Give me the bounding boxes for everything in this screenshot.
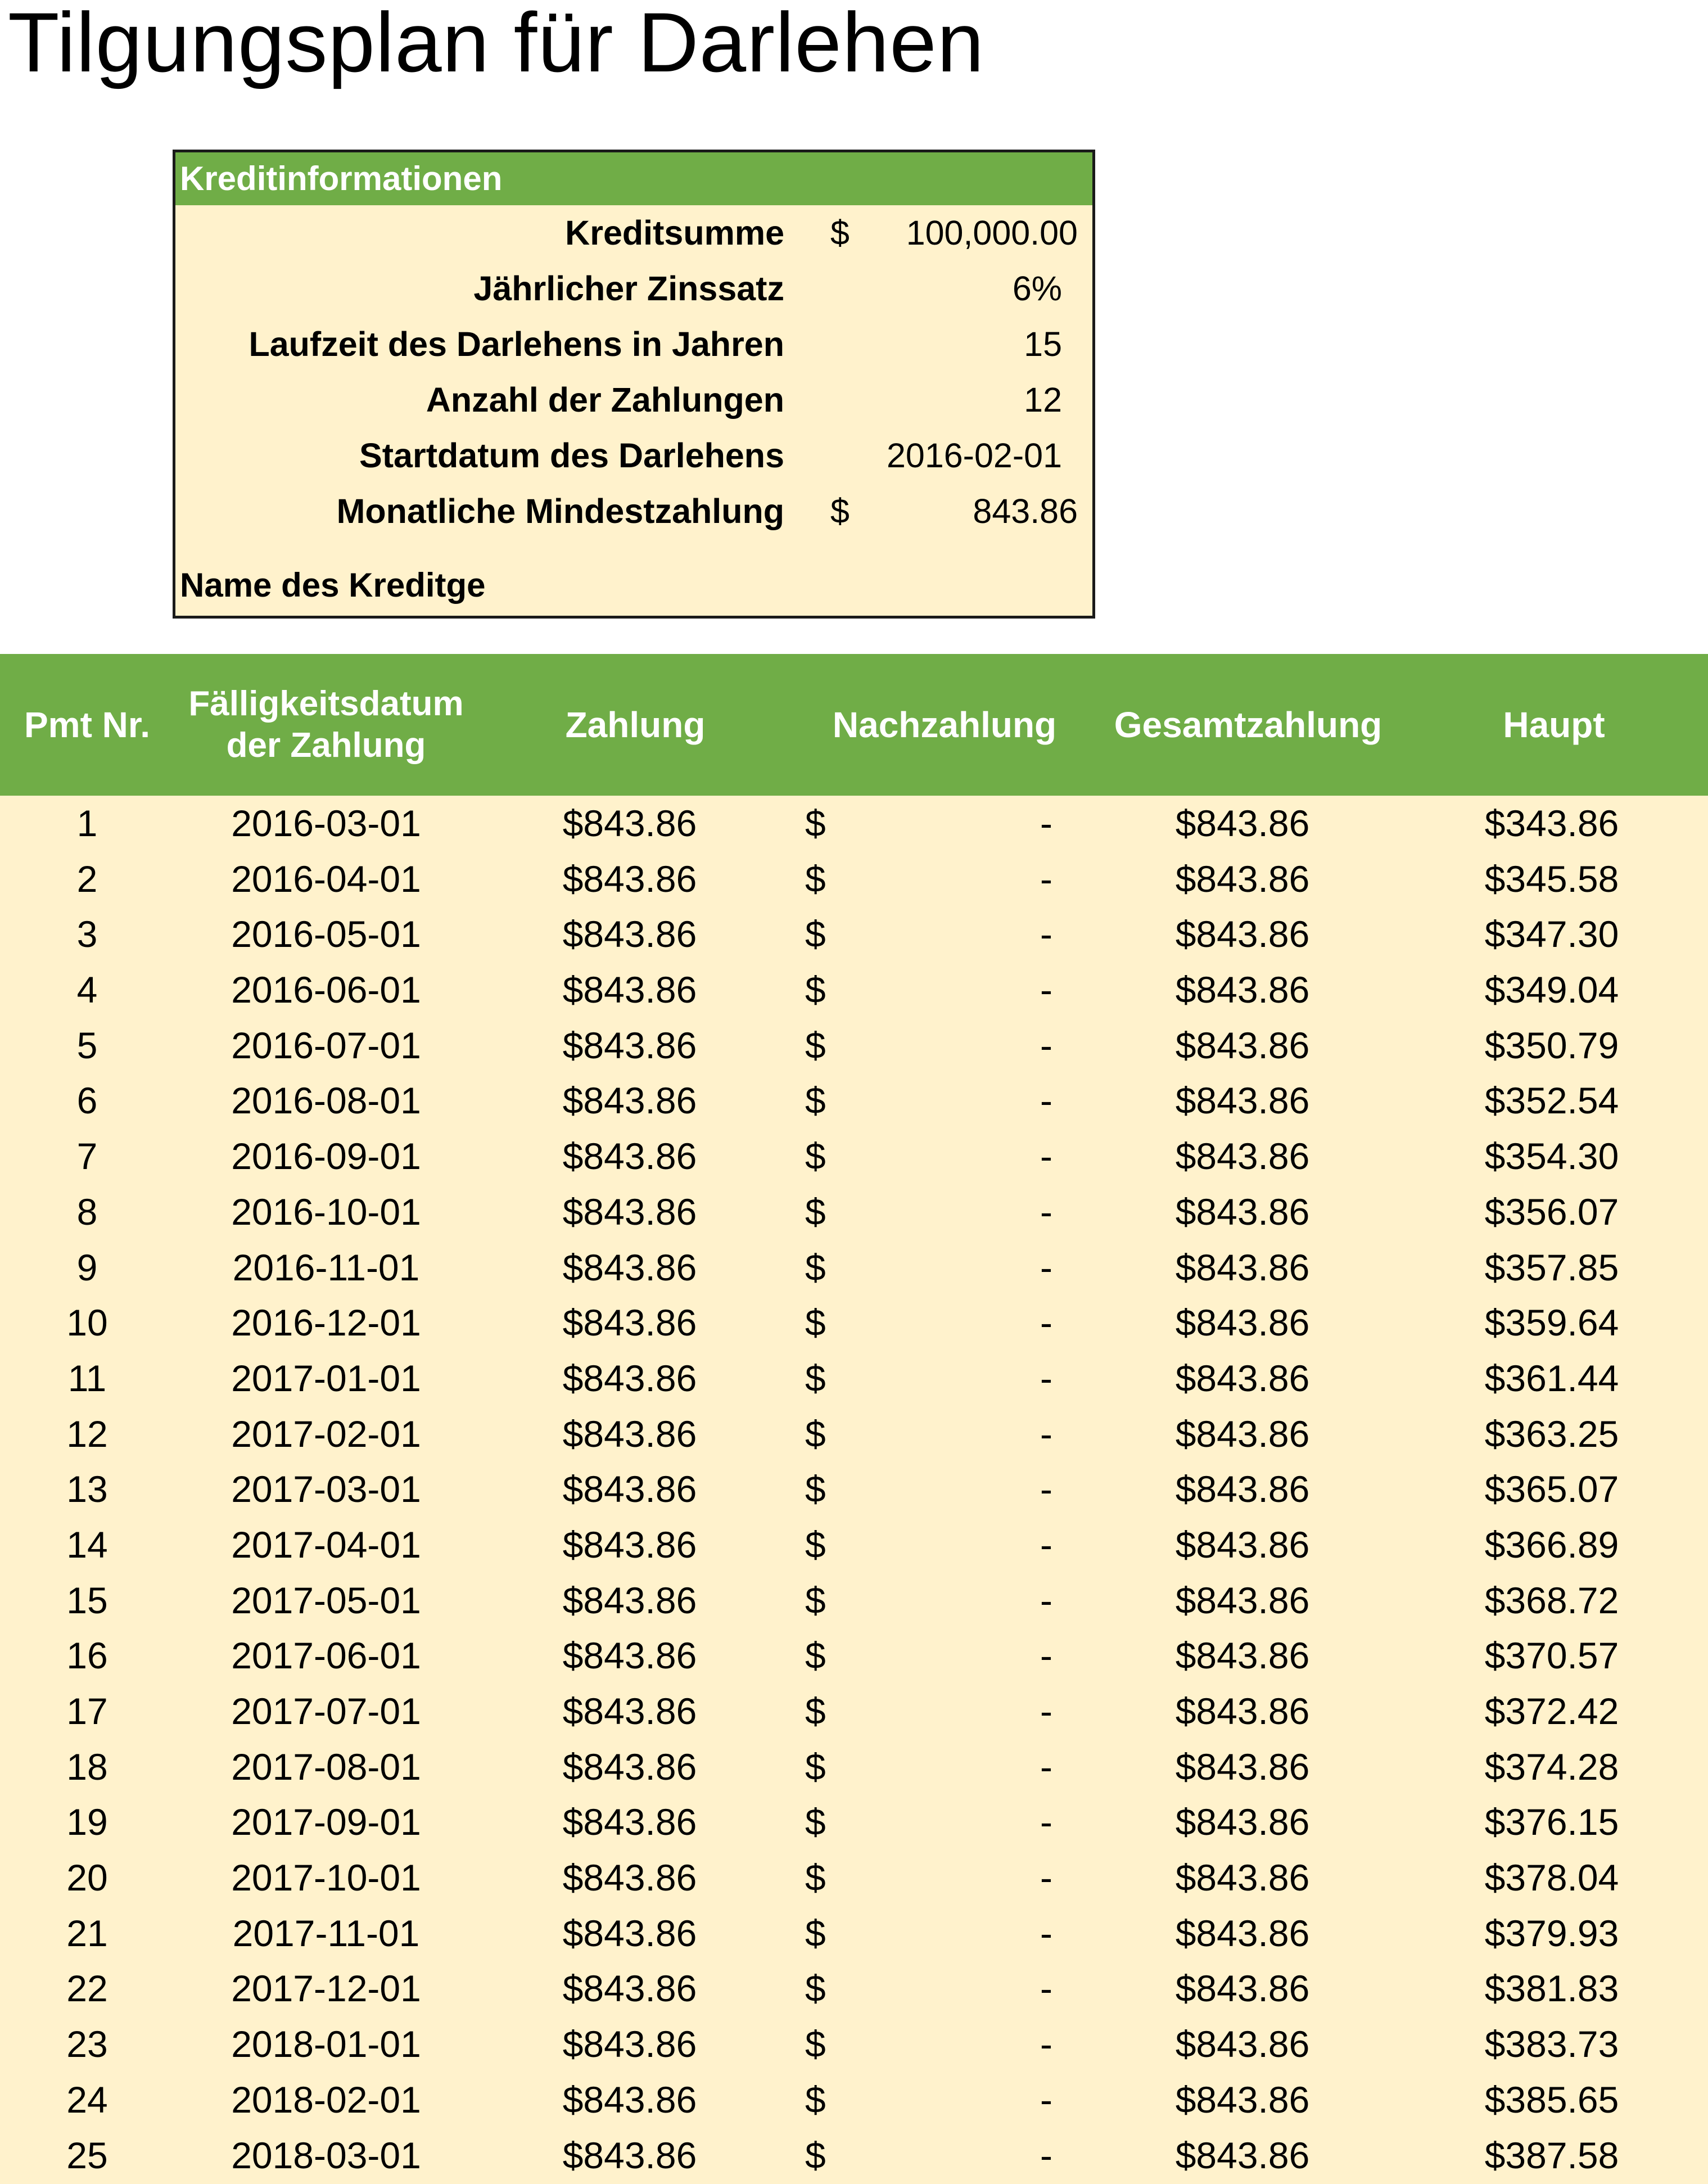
due-date-cell: 2016-08-01 [231, 1080, 421, 1122]
pmt-nr-cell: 13 [66, 1468, 108, 1510]
table-row [0, 1850, 1708, 1906]
principal-cell: $378.04 [1484, 1857, 1619, 1899]
principal-cell: $347.30 [1484, 913, 1619, 955]
extra-payment-cell[interactable]: - [1040, 1357, 1052, 1399]
total-payment-cell: $843.86 [1175, 1523, 1310, 1565]
extra-payment-currency: $ [805, 1357, 826, 1399]
table-row [0, 1628, 1708, 1684]
table-row [0, 2072, 1708, 2128]
table-row [0, 1739, 1708, 1795]
total-payment-cell: $843.86 [1175, 1912, 1310, 1954]
pmt-nr-cell: 10 [66, 1302, 108, 1344]
pmt-nr-cell: 23 [66, 2023, 108, 2065]
pmt-nr-cell: 18 [66, 1745, 108, 1788]
extra-payment-cell[interactable]: - [1040, 1523, 1052, 1565]
loan-info-box [173, 150, 1095, 619]
page-title: Tilgungsplan für Darlehen [8, 0, 985, 89]
pmt-nr-cell: 1 [76, 802, 98, 844]
loan-amount-label: Kreditsumme [565, 214, 784, 252]
pmt-nr-cell: 6 [76, 1080, 98, 1122]
header-total-payment: Gesamtzahlung [1114, 705, 1382, 745]
extra-payment-currency: $ [805, 1302, 826, 1344]
total-payment-cell: $843.86 [1175, 2134, 1310, 2176]
extra-payment-cell[interactable]: - [1040, 1135, 1052, 1177]
principal-cell: $376.15 [1484, 1801, 1619, 1843]
total-payment-cell: $843.86 [1175, 1302, 1310, 1344]
loan-info-header: Kreditinformationen [175, 152, 1092, 205]
principal-cell: $357.85 [1484, 1246, 1619, 1288]
due-date-cell: 2017-12-01 [231, 1968, 421, 2010]
payment-cell: $843.86 [562, 858, 697, 900]
start-date-row [175, 428, 1092, 484]
extra-payment-currency: $ [805, 2078, 826, 2120]
header-extra-payment: Nachzahlung [832, 705, 1057, 745]
interest-rate-value[interactable]: 6% [1012, 269, 1062, 308]
table-row [0, 962, 1708, 1018]
extra-payment-currency: $ [805, 2023, 826, 2065]
pmt-nr-cell: 22 [66, 1968, 108, 2010]
extra-payment-currency: $ [805, 1080, 826, 1122]
payments-per-year-label: Anzahl der Zahlungen [426, 381, 784, 419]
total-payment-cell: $843.86 [1175, 1468, 1310, 1510]
extra-payment-currency: $ [805, 1413, 826, 1455]
pmt-nr-cell: 11 [67, 1357, 107, 1399]
extra-payment-currency: $ [805, 1024, 826, 1066]
principal-cell: $385.65 [1484, 2078, 1619, 2120]
extra-payment-cell[interactable]: - [1040, 858, 1052, 900]
due-date-cell: 2016-10-01 [231, 1190, 421, 1233]
total-payment-cell: $843.86 [1175, 1190, 1310, 1233]
total-payment-cell: $843.86 [1175, 1690, 1310, 1732]
total-payment-cell: $843.86 [1175, 1579, 1310, 1621]
pmt-nr-cell: 16 [66, 1635, 108, 1677]
payment-cell: $843.86 [562, 1690, 697, 1732]
principal-cell: $366.89 [1484, 1523, 1619, 1565]
pmt-nr-cell: 14 [66, 1523, 108, 1565]
due-date-cell: 2016-07-01 [231, 1024, 421, 1066]
principal-cell: $368.72 [1484, 1579, 1619, 1621]
extra-payment-currency: $ [805, 2134, 826, 2176]
extra-payment-cell[interactable]: - [1040, 1801, 1052, 1843]
due-date-cell: 2018-03-01 [231, 2134, 421, 2176]
total-payment-cell: $843.86 [1175, 1357, 1310, 1399]
loan-amount-value[interactable]: 100,000.00 [906, 214, 1078, 252]
table-row [0, 1461, 1708, 1517]
payment-cell: $843.86 [562, 1801, 697, 1843]
extra-payment-currency: $ [805, 969, 826, 1011]
extra-payment-cell[interactable]: - [1040, 1912, 1052, 1954]
due-date-cell: 2017-01-01 [231, 1357, 421, 1399]
payment-cell: $843.86 [562, 913, 697, 955]
header-principal: Haupt [1503, 705, 1605, 745]
schedule-header [0, 654, 1708, 796]
extra-payment-cell[interactable]: - [1040, 1246, 1052, 1288]
due-date-cell: 2018-01-01 [231, 2023, 421, 2065]
principal-cell: $372.42 [1484, 1690, 1619, 1732]
table-row [0, 1295, 1708, 1351]
extra-payment-cell[interactable]: - [1040, 913, 1052, 955]
extra-payment-cell[interactable]: - [1040, 1024, 1052, 1066]
loan-term-value[interactable]: 15 [1024, 325, 1062, 363]
pmt-nr-cell: 8 [76, 1190, 98, 1233]
table-row [0, 1018, 1708, 1073]
extra-payment-cell[interactable]: - [1040, 1413, 1052, 1455]
principal-cell: $359.64 [1484, 1302, 1619, 1344]
extra-payment-currency: $ [805, 1190, 826, 1233]
principal-cell: $354.30 [1484, 1135, 1619, 1177]
due-date-cell: 2016-06-01 [231, 969, 421, 1011]
payment-cell: $843.86 [562, 1745, 697, 1788]
due-date-cell: 2016-11-01 [232, 1246, 420, 1288]
extra-payment-cell[interactable]: - [1040, 802, 1052, 844]
due-date-cell: 2018-02-01 [231, 2078, 421, 2120]
pmt-nr-cell: 24 [66, 2078, 108, 2120]
table-row [0, 2128, 1708, 2183]
header-due-date [174, 654, 478, 796]
payment-cell: $843.86 [562, 2134, 697, 2176]
total-payment-cell: $843.86 [1175, 969, 1310, 1011]
table-row [0, 1073, 1708, 1129]
principal-cell: $352.54 [1484, 1080, 1619, 1122]
min-payment-currency: $ [830, 492, 850, 530]
total-payment-cell: $843.86 [1175, 1801, 1310, 1843]
extra-payment-currency: $ [805, 1523, 826, 1565]
payment-cell: $843.86 [562, 969, 697, 1011]
total-payment-cell: $843.86 [1175, 913, 1310, 955]
payment-cell: $843.86 [562, 1080, 697, 1122]
extra-payment-cell[interactable]: - [1040, 1579, 1052, 1621]
min-payment-label: Monatliche Mindestzahlung [336, 492, 784, 530]
min-payment-value: 843.86 [973, 492, 1078, 530]
principal-cell: $381.83 [1484, 1968, 1619, 2010]
pmt-nr-cell: 5 [76, 1024, 98, 1066]
table-row [0, 1240, 1708, 1296]
payment-cell: $843.86 [562, 1579, 697, 1621]
total-payment-cell: $843.86 [1175, 1246, 1310, 1288]
extra-payment-currency: $ [805, 913, 826, 955]
extra-payment-currency: $ [805, 1912, 826, 1954]
payment-cell: $843.86 [562, 1413, 697, 1455]
table-row [0, 1351, 1708, 1406]
pmt-nr-cell: 7 [76, 1135, 98, 1177]
table-row [0, 1961, 1708, 2016]
payment-cell: $843.86 [562, 1024, 697, 1066]
extra-payment-currency: $ [805, 1968, 826, 2010]
start-date-value[interactable]: 2016-02-01 [886, 436, 1062, 475]
pmt-nr-cell: 2 [76, 858, 98, 900]
due-date-cell: 2017-06-01 [231, 1635, 421, 1677]
due-date-cell: 2017-03-01 [231, 1468, 421, 1510]
principal-cell: $345.58 [1484, 858, 1619, 900]
due-date-cell: 2017-05-01 [231, 1579, 421, 1621]
extra-payment-cell[interactable]: - [1040, 1080, 1052, 1122]
principal-cell: $365.07 [1484, 1468, 1619, 1510]
due-date-cell: 2017-07-01 [231, 1690, 421, 1732]
extra-payment-cell[interactable]: - [1040, 1857, 1052, 1899]
extra-payment-currency: $ [805, 858, 826, 900]
due-date-cell: 2016-05-01 [231, 913, 421, 955]
pmt-nr-cell: 15 [66, 1579, 108, 1621]
payment-cell: $843.86 [562, 1357, 697, 1399]
lender-name-label[interactable]: Name des Kreditge [180, 566, 486, 604]
table-row [0, 1794, 1708, 1850]
loan-term-label: Laufzeit des Darlehens in Jahren [248, 325, 784, 363]
due-date-cell: 2017-02-01 [231, 1413, 421, 1455]
pmt-nr-cell: 17 [66, 1690, 108, 1732]
header-pmt-nr: Pmt Nr. [24, 705, 151, 745]
table-row [0, 1184, 1708, 1240]
schedule-body [0, 796, 1708, 2184]
due-date-cell: 2017-11-01 [232, 1912, 420, 1954]
payment-cell: $843.86 [562, 802, 697, 844]
extra-payment-currency: $ [805, 1635, 826, 1677]
header-due-date-line2: der Zahlung [226, 726, 426, 765]
extra-payment-cell[interactable]: - [1040, 1745, 1052, 1788]
pmt-nr-cell: 20 [66, 1857, 108, 1899]
table-row [0, 796, 1708, 851]
payment-cell: $843.86 [562, 1190, 697, 1233]
due-date-cell: 2017-04-01 [231, 1523, 421, 1565]
due-date-cell: 2017-08-01 [231, 1745, 421, 1788]
payment-cell: $843.86 [562, 1468, 697, 1510]
table-row [0, 1517, 1708, 1573]
extra-payment-currency: $ [805, 1690, 826, 1732]
extra-payment-currency: $ [805, 1468, 826, 1510]
extra-payment-currency: $ [805, 1246, 826, 1288]
extra-payment-cell[interactable]: - [1040, 1635, 1052, 1677]
extra-payment-cell[interactable]: - [1040, 2078, 1052, 2120]
interest-rate-row [175, 261, 1092, 317]
total-payment-cell: $843.86 [1175, 802, 1310, 844]
total-payment-cell: $843.86 [1175, 858, 1310, 900]
extra-payment-currency: $ [805, 802, 826, 844]
principal-cell: $350.79 [1484, 1024, 1619, 1066]
extra-payment-currency: $ [805, 1745, 826, 1788]
principal-cell: $383.73 [1484, 2023, 1619, 2065]
principal-cell: $387.58 [1484, 2134, 1619, 2176]
total-payment-cell: $843.86 [1175, 1413, 1310, 1455]
pmt-nr-cell: 3 [76, 913, 98, 955]
extra-payment-currency: $ [805, 1857, 826, 1899]
payment-cell: $843.86 [562, 1968, 697, 2010]
extra-payment-cell[interactable]: - [1040, 1968, 1052, 2010]
extra-payment-currency: $ [805, 1579, 826, 1621]
principal-cell: $356.07 [1484, 1190, 1619, 1233]
payment-cell: $843.86 [562, 1135, 697, 1177]
header-due-date-line1: Fälligkeitsdatum [188, 684, 464, 723]
total-payment-cell: $843.86 [1175, 1135, 1310, 1177]
principal-cell: $374.28 [1484, 1745, 1619, 1788]
total-payment-cell: $843.86 [1175, 1635, 1310, 1677]
payment-cell: $843.86 [562, 1635, 697, 1677]
payment-cell: $843.86 [562, 1523, 697, 1565]
pmt-nr-cell: 19 [66, 1801, 108, 1843]
loan-amount-row [175, 205, 1092, 261]
due-date-cell: 2016-03-01 [231, 802, 421, 844]
principal-cell: $349.04 [1484, 969, 1619, 1011]
payment-cell: $843.86 [562, 1246, 697, 1288]
due-date-cell: 2016-12-01 [231, 1302, 421, 1344]
table-row [0, 1573, 1708, 1628]
pmt-nr-cell: 21 [66, 1912, 108, 1954]
extra-payment-cell[interactable]: - [1040, 1190, 1052, 1233]
table-row [0, 1129, 1708, 1184]
table-row [0, 906, 1708, 962]
due-date-cell: 2016-04-01 [231, 858, 421, 900]
table-row [0, 1684, 1708, 1739]
extra-payment-cell[interactable]: - [1040, 1302, 1052, 1344]
payment-cell: $843.86 [562, 1302, 697, 1344]
due-date-cell: 2017-10-01 [231, 1857, 421, 1899]
total-payment-cell: $843.86 [1175, 2078, 1310, 2120]
total-payment-cell: $843.86 [1175, 2023, 1310, 2065]
pmt-nr-cell: 25 [66, 2134, 108, 2176]
extra-payment-cell[interactable]: - [1040, 969, 1052, 1011]
principal-cell: $379.93 [1484, 1912, 1619, 1954]
extra-payment-currency: $ [805, 1135, 826, 1177]
due-date-cell: 2017-09-01 [231, 1801, 421, 1843]
payment-cell: $843.86 [562, 2078, 697, 2120]
extra-payment-currency: $ [805, 1801, 826, 1843]
pmt-nr-cell: 4 [76, 969, 98, 1011]
total-payment-cell: $843.86 [1175, 1745, 1310, 1788]
payment-cell: $843.86 [562, 1857, 697, 1899]
payment-cell: $843.86 [562, 2023, 697, 2065]
due-date-cell: 2016-09-01 [231, 1135, 421, 1177]
total-payment-cell: $843.86 [1175, 1024, 1310, 1066]
total-payment-cell: $843.86 [1175, 1968, 1310, 2010]
payments-per-year-row [175, 372, 1092, 428]
payment-cell: $843.86 [562, 1912, 697, 1954]
loan-term-row [175, 317, 1092, 372]
min-payment-row [175, 484, 1092, 539]
table-row [0, 851, 1708, 907]
pmt-nr-cell: 9 [76, 1246, 98, 1288]
principal-cell: $343.86 [1484, 802, 1619, 844]
extra-payment-cell[interactable]: - [1040, 2023, 1052, 2065]
table-row [0, 1906, 1708, 1961]
table-row [0, 2016, 1708, 2072]
extra-payment-cell[interactable]: - [1040, 1468, 1052, 1510]
header-payment: Zahlung [565, 705, 706, 745]
principal-cell: $363.25 [1484, 1413, 1619, 1455]
extra-payment-cell[interactable]: - [1040, 1690, 1052, 1732]
payments-per-year-value[interactable]: 12 [1024, 381, 1062, 419]
pmt-nr-cell: 12 [66, 1413, 108, 1455]
loan-amount-currency: $ [830, 214, 850, 252]
interest-rate-label: Jährlicher Zinssatz [473, 269, 784, 308]
table-row [0, 1406, 1708, 1462]
total-payment-cell: $843.86 [1175, 1080, 1310, 1122]
start-date-label: Startdatum des Darlehens [359, 436, 784, 475]
total-payment-cell: $843.86 [1175, 1857, 1310, 1899]
extra-payment-cell[interactable]: - [1040, 2134, 1052, 2176]
principal-cell: $370.57 [1484, 1635, 1619, 1677]
principal-cell: $361.44 [1484, 1357, 1619, 1399]
